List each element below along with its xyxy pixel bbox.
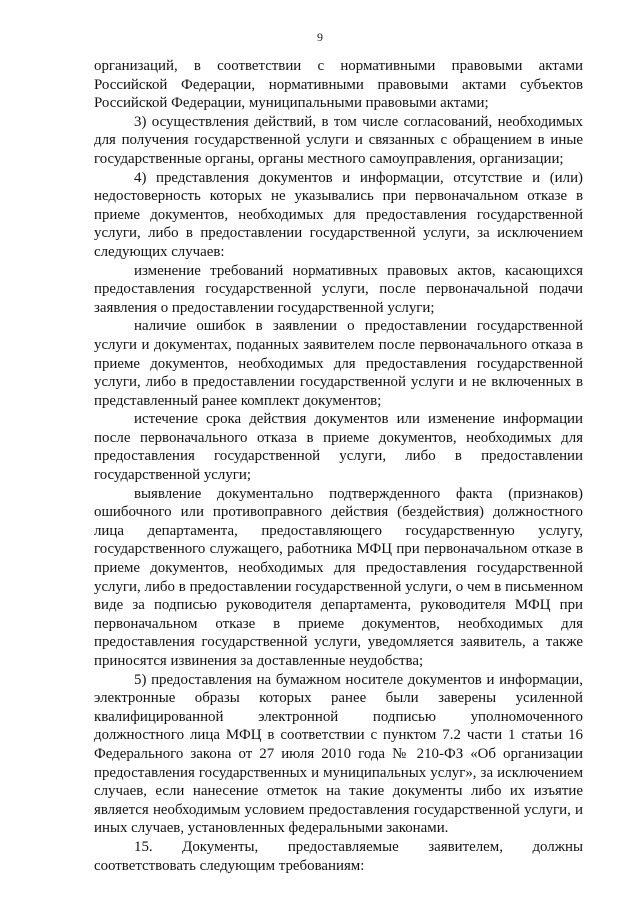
paragraph: 5) предоставления на бумажном носителе документов и информации, электронные образы которых ранее были заверены усиленной квалифицированной электронной подписью уполномоченного должностного лица МФЦ в соответствии с пунктом 7.2 части 1 статьи 16 Федерального закона от 27 июля 2010 года № 210-ФЗ «Об организации предоставления государственных и муниципальных услуг», за исключением случаев, если нанесение отметок на такие документы либо их изъятие является необходимым условием предоставления государственной услуги, и иных случаев, установленных федеральными законами.: [94, 671, 583, 837]
paragraph: изменение требований нормативных правовых актов, касающихся предоставления государственной услуги, после первоначальной подачи заявления о предоставлении государственной услуги;: [94, 262, 583, 316]
document-body: [94, 57, 583, 875]
paragraph: 15. Документы, предоставляемые заявителем, должны соответствовать следующим требованиям:: [94, 838, 583, 874]
paragraph: выявление документально подтвержденного факта (признаков) ошибочного или противоправного действия (бездействия) должностного лица департамента, предоставляющего государственную услугу, государственного служащего, работника МФЦ при первоначальном отказе в приеме документов, необходимых для предоставления государственной услуги, либо в предоставлении государственной услуги, о чем в письменном виде за подписью руководителя департамента, руководителя МФЦ при первоначальном отказе в приеме документов, необходимых для предоставления государственной услуги, уведомляется заявитель, а также приносятся извинения за доставленные неудобства;: [94, 485, 583, 669]
paragraph: истечение срока действия документов или изменение информации после первоначального отказа в приеме документов, необходимых для предоставления государственной услуги, либо в предоставлении государственной услуги;: [94, 411, 583, 484]
paragraph: наличие ошибок в заявлении о предоставлении государственной услуги и документах, поданных заявителем после первоначального отказа в приеме документов, необходимых для предоставления государственной услуги, либо в предоставлении государственной услуги и не включенных в представленный ранее комплект документов;: [94, 318, 583, 409]
paragraph: организаций, в соответствии с нормативными правовыми актами Российской Федерации, нормативными правовыми актами субъектов Российской Федерации, муниципальными правовыми актами;: [94, 58, 583, 112]
page-number: 9: [317, 30, 323, 44]
paragraph: 3) осуществления действий, в том числе согласований, необходимых для получения государственной услуги и связанных с обращением в иные государственные органы, органы местного самоуправления, организации;: [94, 113, 583, 167]
paragraph: 4) представления документов и информации, отсутствие и (или) недостоверность которых не указывались при первоначальном отказе в приеме документов, необходимых для предоставления государственной услуги, либо в предоставлении государственной услуги, за исключением следующих случаев:: [94, 169, 583, 260]
